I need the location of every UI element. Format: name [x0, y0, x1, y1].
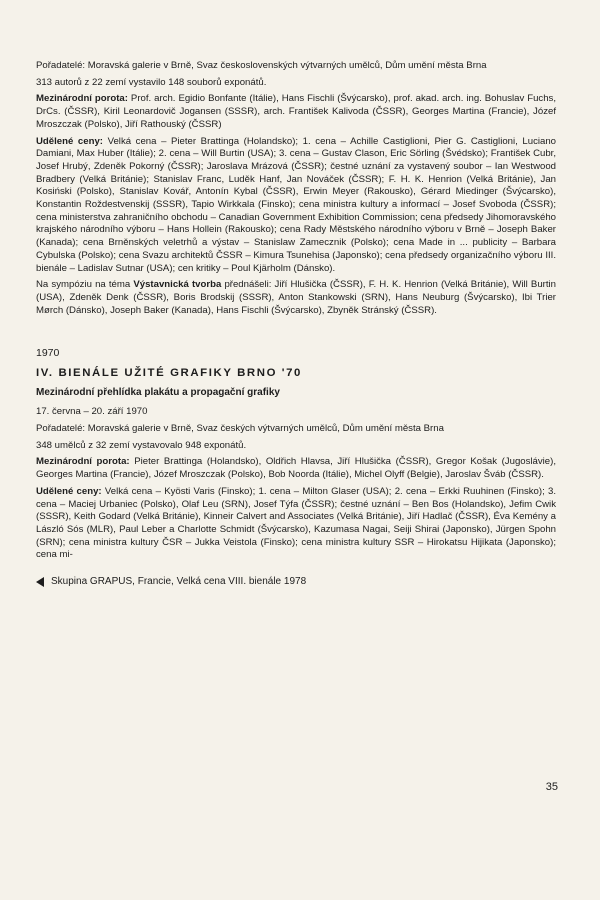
awards-text-1: Velká cena – Pieter Brattinga (Holandsko); 1. cena – Achille Castiglioni, Pier G. Castiglioni, Luciano Damiani, Max Huber (Itálie); 2. cena – Will Burtin (USA); 3. cena – Gustav Clason, Eric Sörling (Švédsko); František Cubr, Josef Hrubý, Zdeněk Pokorný (ČSSR); Jaroslava Mrázová (ČSSR); čestné uznání za vystavený soubor – Ian Westwood Bradbery (Velká Británie); Stanislav Franc, Luděk Hanf, Jan Nováček (ČSSR); F. H. K. Henrion (Velká Británie), Jan Kosiński (Polsko), Stanislav Kovář, Antonín Kybal (ČSSR), Erwin Meyer (Rakousko), Gérard Miedinger (Švýcarsko), Konstantin Roždestvenskij (SSSR), Tapio Wirkkala (Finsko); cena ministra kultury a informací – Josef Svoboda (ČSSR); cena ministerstva zahraničního obchodu – Canadian Government Exhibition Commission; cena předsedy Jihomoravského krajského národního výboru – Hans Hollein (Rakousko); cena Rady Městského národního výboru v Brně – Joseph Baker (Kanada); cena Brněnských veletrhů a výstav – Stanislaw Zamecznik (Polsko); cena Made in ... publicity – Barbara Cybulska (Polsko); cena Svazu architektů ČSSR – Kimura Tsunehisa (Japonsko); cena předsedy organizačního výboru III. bienále – Ladislav Sutnar (USA); cen kritiky – Poul Kjärholm (Dánsko).	[36, 135, 556, 274]
section-year: 1970	[36, 347, 60, 360]
summary-1: 313 autorů z 22 zemí vystavilo 148 souborů exponátů.	[36, 76, 267, 88]
document-page	[36, 60, 556, 587]
exhibition-dates: 17. června – 20. září 1970	[36, 406, 148, 418]
organizers-2: Pořadatelé: Moravská galerie v Brně, Svaz českých výtvarných umělců, Dům umění města Brna	[36, 423, 444, 435]
section-heading: IV. BIENÁLE UŽITÉ GRAFIKY BRNO '70	[36, 367, 302, 380]
jury-paragraph-2	[36, 456, 556, 481]
jury-text-2: Pieter Brattinga (Holandsko), Oldřich Hlavsa, Jiří Hlušička (ČSSR), Gregor Košak (Jugoslávie), Georges Martina (Francie), Józef Mroszczak (Polsko), Bob Noorda (Itálie), Michel Olyff (Belgie), Jaroslav Šváb (ČSSR).	[36, 456, 556, 481]
page-number: 35	[545, 781, 558, 793]
summary-2: 348 umělců z 32 zemí vystavovalo 948 exponátů.	[36, 439, 247, 451]
left-triangle-icon	[36, 577, 44, 587]
symposium-intro: Na sympóziu na téma	[36, 279, 134, 291]
awards-label-2: Udělené ceny:	[36, 485, 102, 497]
jury-text-1: Prof. arch. Egidio Bonfante (Itálie), Hans Fischli (Švýcarsko), prof. akad. arch. ing. Bohuslav Fuchs, DrCs. (ČSSR), Kiril Leonardovič Jogansen (SSSR), arch. František Kalivoda (ČSSR), Georges Martina (Francie), Józef Mroszczak (Polsko), Jiří Rathouský (ČSSR)	[36, 93, 557, 130]
jury-label-1: Mezinárodní porota:	[36, 93, 128, 105]
caption-text: Skupina GRAPUS, Francie, Velká cena VIII. bienále 1978	[51, 576, 307, 588]
organizers-1: Pořadatelé: Moravská galerie v Brně, Svaz československých výtvarných umělců, Dům umění města Brna	[36, 60, 487, 71]
awards-paragraph-2	[36, 486, 556, 562]
symposium-topic: Výstavnická tvorba	[133, 279, 222, 291]
awards-paragraph-1	[36, 136, 556, 276]
jury-label-2: Mezinárodní porota:	[36, 456, 130, 468]
image-caption	[36, 576, 556, 587]
jury-paragraph-1	[36, 93, 556, 131]
section-subheading: Mezinárodní přehlídka plakátu a propagační grafiky	[36, 387, 280, 399]
symposium-rest: přednášeli: Jiří Hlušička (ČSSR), F. H. K. Henrion (Velká Británie), Will Burtin (USA), Zdeněk Denk (ČSSR), Boris Brodskij (SSSR), Anton Stankowski (SRN), Hans Neuburg (Švýcarsko), Ibi Trier Mørch (Dánsko), Joseph Baker (Kanada), Hans Fischli (Švýcarsko), Zbyněk Stránský (ČSSR).	[36, 279, 556, 316]
symposium-paragraph	[36, 279, 556, 317]
awards-label-1: Udělené ceny:	[36, 135, 103, 147]
awards-text-2: Velká cena – Kyösti Varis (Finsko); 1. cena – Milton Glaser (USA); 2. cena – Erkki Ruuhinen (Finsko); 3. cena – Maciej Urbaniec (Polsko), Olaf Leu (SRN), Josef Týfa (ČSSR); čestné uznání – Ben Bos (Holandsko), Jefim Cwik (SSSR), Keith Godard (Velká Británie), Kinneir Calvert and Associates (Velká Británie), Jiří Hadlač (ČSSR), Éva Kemény a László Sós (MLR), Paul Leber a Charlotte Schmidt (Švýcarsko), Kazumasa Nagai, Seiji Shirai (Japonsko), Jürgen Spohn (SRN); cena ministra kultury ČSR – Jukka Veistola (Finsko); cena ministra kultury SSR – Hirokatsu Hijikata (Japonsko); cena mi-	[36, 485, 556, 561]
